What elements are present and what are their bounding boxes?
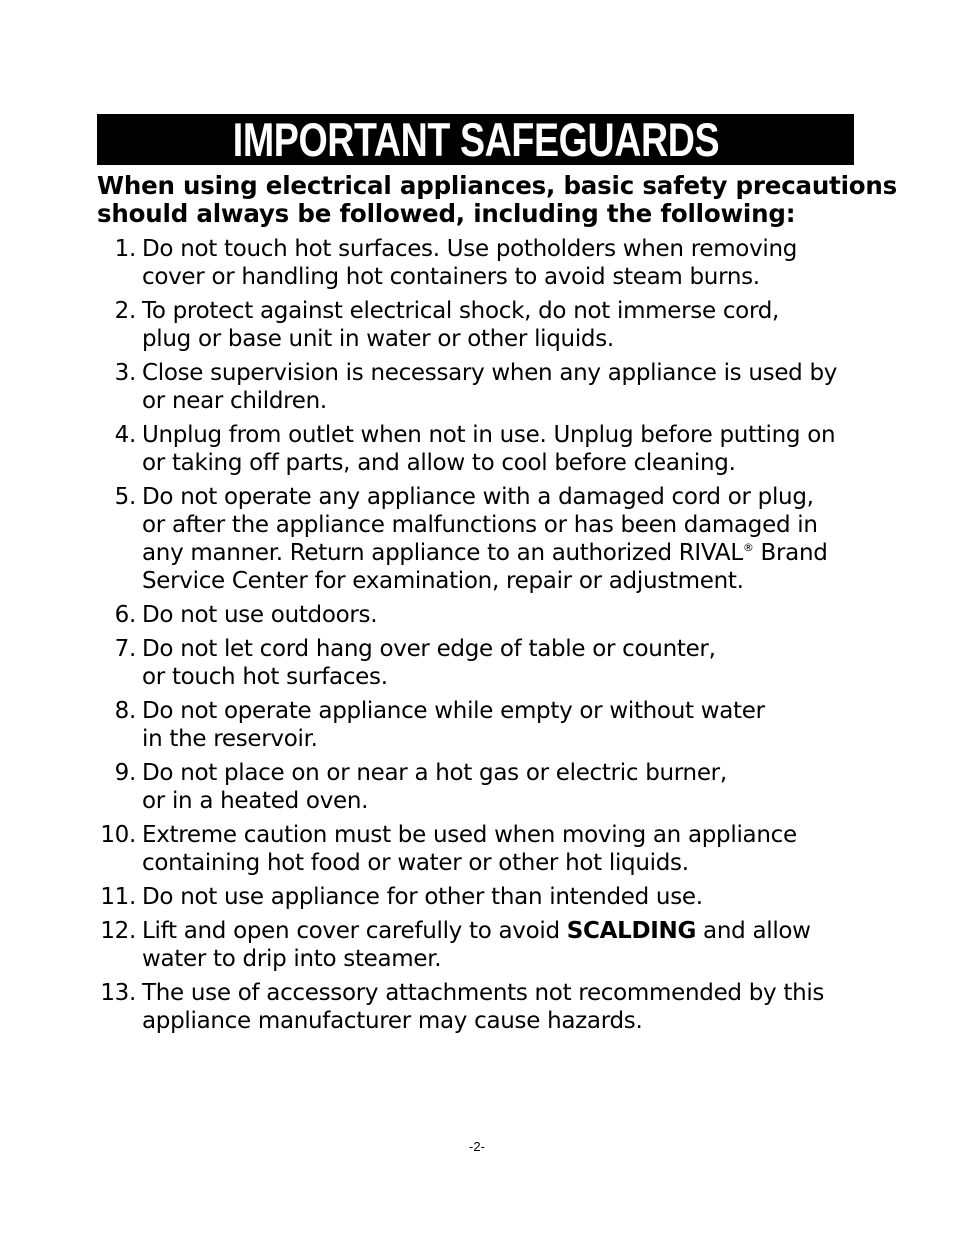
- item-line: or in a heated oven.: [142, 788, 369, 814]
- item-line: To protect against electrical shock, do not immerse cord,: [142, 298, 780, 324]
- list-item: [97, 821, 872, 877]
- item-number: 13.: [100, 980, 136, 1006]
- item-number: 3.: [114, 360, 136, 386]
- item-line: Do not place on or near a hot gas or electric burner,: [142, 760, 727, 786]
- list-item: [97, 483, 872, 595]
- item-number: 9.: [114, 760, 136, 786]
- scalding-emphasis: SCALDING: [566, 918, 697, 944]
- list-item: [97, 635, 872, 691]
- list-item: [97, 421, 872, 477]
- item-number: 12.: [100, 918, 136, 944]
- item-line: containing hot food or water or other hot liquids.: [142, 850, 689, 876]
- item-line: Close supervision is necessary when any appliance is used by: [142, 360, 838, 386]
- item-line: Extreme caution must be used when moving an appliance: [142, 822, 797, 848]
- page-number: -2-: [469, 1139, 485, 1154]
- list-item: [97, 697, 872, 753]
- item-line: cover or handling hot containers to avoid steam burns.: [142, 264, 760, 290]
- safeguards-list: [97, 235, 872, 1041]
- item-line: [97, 917, 872, 945]
- item-line: appliance manufacturer may cause hazards.: [142, 1008, 643, 1034]
- item-line: Service Center for examination, repair or adjustment.: [142, 568, 744, 594]
- item-text: any manner. Return appliance to an authorized RIVAL: [142, 540, 743, 566]
- intro-paragraph: [97, 171, 898, 228]
- item-number: 6.: [114, 602, 136, 628]
- title-banner: [97, 114, 854, 165]
- item-line: in the reservoir.: [142, 726, 318, 752]
- list-item: [97, 759, 872, 815]
- item-line: Do not use outdoors.: [142, 602, 378, 628]
- item-line: or touch hot surfaces.: [142, 664, 388, 690]
- list-item: [97, 359, 872, 415]
- item-line: Do not touch hot surfaces. Use potholders when removing: [142, 236, 798, 262]
- item-line: Do not let cord hang over edge of table or counter,: [142, 636, 716, 662]
- list-item: [97, 235, 872, 291]
- item-line: or taking off parts, and allow to cool before cleaning.: [142, 450, 736, 476]
- item-line: Do not operate appliance while empty or without water: [142, 698, 765, 724]
- item-number: 4.: [114, 422, 136, 448]
- item-line: Do not use appliance for other than intended use.: [142, 884, 703, 910]
- item-line: plug or base unit in water or other liquids.: [142, 326, 614, 352]
- page-title: IMPORTANT SAFEGUARDS: [232, 113, 719, 166]
- list-item: [97, 979, 872, 1035]
- item-text: and allow: [696, 918, 811, 944]
- item-number: 7.: [114, 636, 136, 662]
- item-line: water to drip into steamer.: [142, 946, 442, 972]
- item-line: Do not operate any appliance with a damaged cord or plug,: [142, 484, 814, 510]
- list-item: [97, 917, 872, 973]
- item-number: 11.: [100, 884, 136, 910]
- list-item: [97, 601, 872, 629]
- item-line: or after the appliance malfunctions or has been damaged in: [142, 512, 818, 538]
- item-number: 2.: [114, 298, 136, 324]
- registered-mark: ®: [742, 541, 754, 554]
- item-line: The use of accessory attachments not recommended by this: [142, 980, 825, 1006]
- item-number: 10.: [100, 822, 136, 848]
- item-line: or near children.: [142, 388, 327, 414]
- item-line: [97, 539, 872, 567]
- intro-line: should always be followed, including the following:: [97, 199, 796, 228]
- item-text: Brand: [753, 540, 828, 566]
- list-item: [97, 297, 872, 353]
- list-item: [97, 883, 872, 911]
- item-number: 5.: [114, 484, 136, 510]
- intro-line: When using electrical appliances, basic safety precautions: [97, 171, 898, 200]
- item-text: Lift and open cover carefully to avoid: [142, 918, 567, 944]
- item-number: 8.: [114, 698, 136, 724]
- item-number: 1.: [114, 236, 136, 262]
- item-line: Unplug from outlet when not in use. Unplug before putting on: [142, 422, 836, 448]
